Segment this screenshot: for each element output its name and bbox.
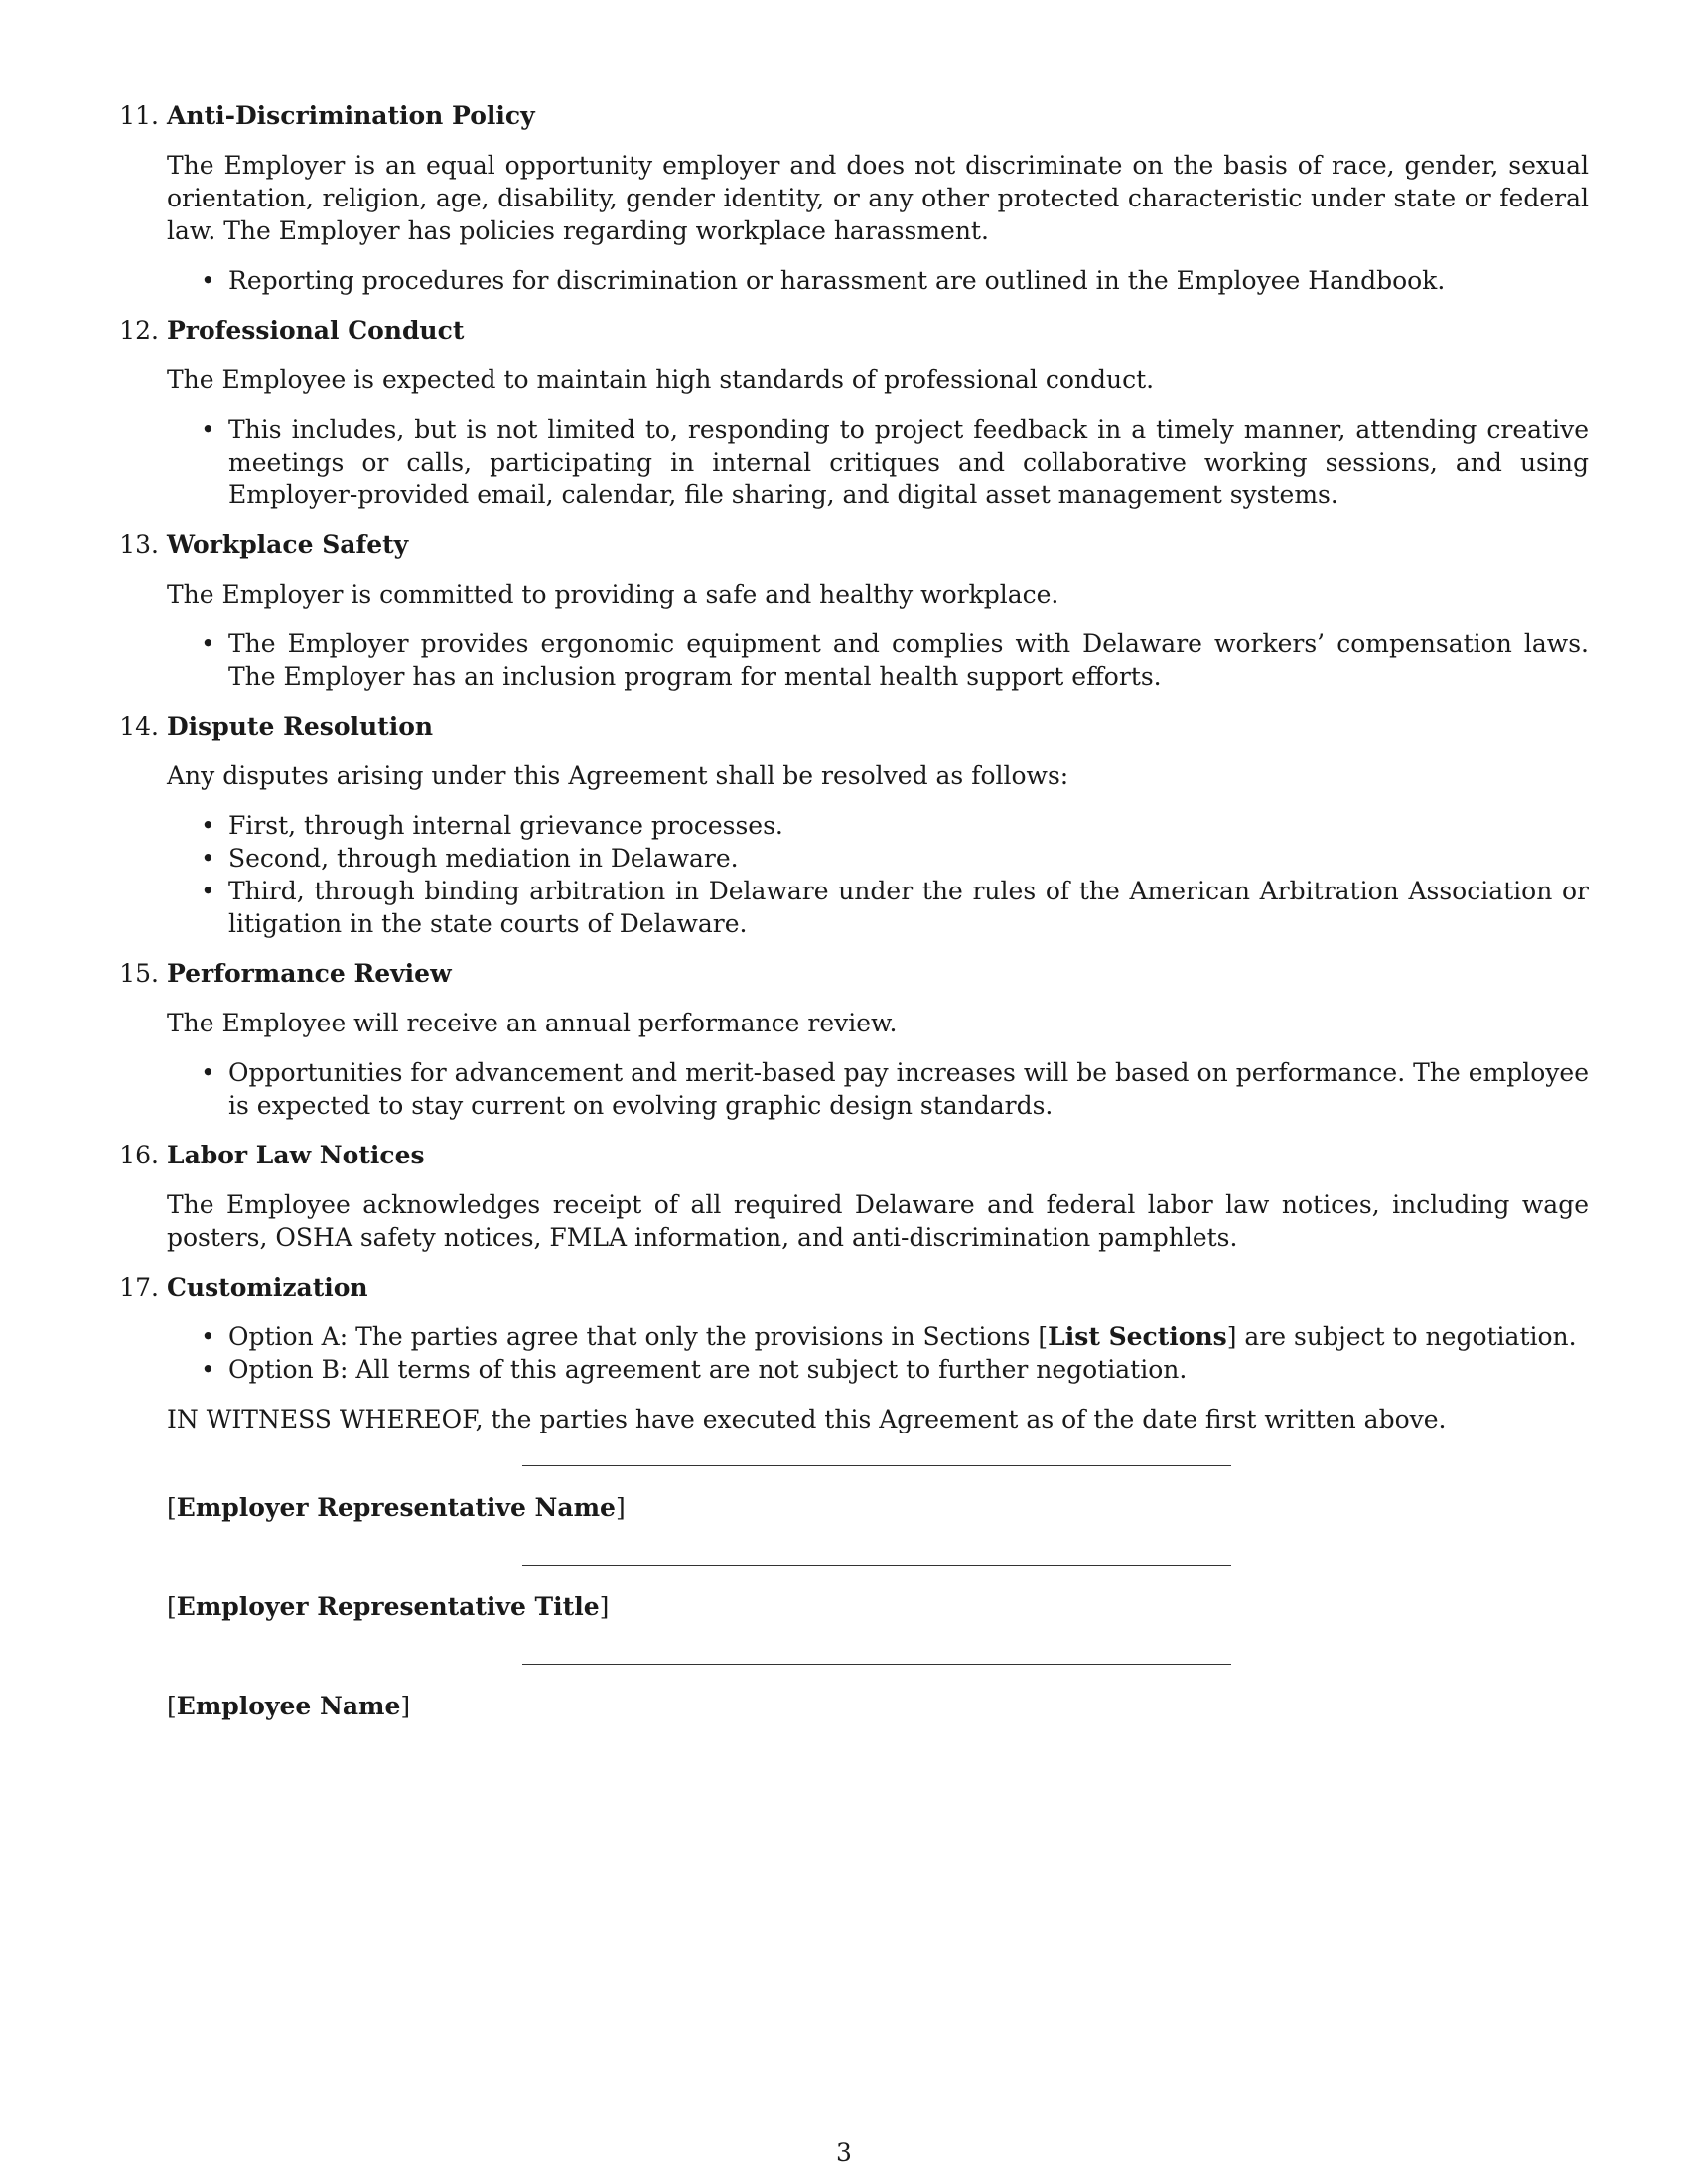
- section-number: 16.: [119, 1141, 159, 1169]
- section-number: 17.: [119, 1273, 159, 1301]
- document-body: [119, 99, 1589, 1733]
- section-number: 12.: [119, 316, 159, 344]
- section-heading: [119, 1139, 1589, 1171]
- section-paragraph: The Employer is an equal opportunity employer and does not discriminate on the basis of race, gender, sexual orientation, religion, age, disability, gender identity, or any other protected characteristic under state or federal law. The Employer has policies regarding workplace harassment.: [167, 151, 1589, 245]
- section-paragraph: The Employee will receive an annual performance review.: [167, 1009, 898, 1037]
- signature-label-text: Employer Representative Title: [176, 1592, 600, 1621]
- list-item-option-a: [228, 1320, 1589, 1353]
- section-15: [119, 957, 1589, 1122]
- signature-label: [Employer Representative Title]: [167, 1592, 610, 1621]
- section-heading: [119, 314, 1589, 346]
- signature-block-employee-name: [167, 1664, 1589, 1733]
- page-number: 3: [836, 2138, 852, 2167]
- section-paragraph: The Employee is expected to maintain high standards of professional conduct.: [167, 365, 1155, 394]
- section-12: [119, 314, 1589, 511]
- section-16: [119, 1139, 1589, 1254]
- signature-line: [522, 1664, 1231, 1665]
- section-number: 14.: [119, 712, 159, 741]
- section-17: [119, 1271, 1589, 1435]
- option-a-placeholder: List Sections: [1048, 1322, 1227, 1351]
- signature-line: [522, 1565, 1231, 1566]
- signature-block-employer-title: [167, 1565, 1589, 1634]
- section-heading: [119, 528, 1589, 561]
- list-item: • This includes, but is not limited to, responding to project feedback in a timely manner, attending creative meetings or calls, participating in internal critiques and collaborative working sessions, and using Employer-provided email, calendar, file sharing, and digital asset management systems.: [228, 413, 1589, 511]
- section-title: Dispute Resolution: [167, 712, 434, 741]
- section-11: [119, 99, 1589, 297]
- witness-clause: IN WITNESS WHEREOF, the parties have executed this Agreement as of the date first written above.: [167, 1405, 1447, 1433]
- option-a-suffix: ] are subject to negotiation.: [1226, 1322, 1577, 1351]
- bullet-list: [167, 1320, 1589, 1386]
- signature-label: [Employee Name]: [167, 1692, 411, 1720]
- section-title: Customization: [167, 1273, 368, 1301]
- list-item: • Second, through mediation in Delaware.: [228, 842, 1589, 875]
- section-title: Workplace Safety: [167, 530, 409, 559]
- option-a-prefix: Option A: The parties agree that only the provisions in Sections [: [228, 1322, 1049, 1351]
- list-item: • Third, through binding arbitration in Delaware under the rules of the American Arbitration Association or litigation in the state courts of Delaware.: [228, 875, 1589, 940]
- bullet-list: [167, 1056, 1589, 1122]
- list-item-option-b: • Option B: All terms of this agreement are not subject to further negotiation.: [228, 1353, 1589, 1386]
- section-heading: [119, 1271, 1589, 1303]
- section-number: 13.: [119, 530, 159, 559]
- list-item: • First, through internal grievance processes.: [228, 809, 1589, 842]
- section-title: Performance Review: [167, 959, 452, 988]
- signature-label-text: Employee Name: [176, 1692, 401, 1720]
- section-paragraph: The Employer is committed to providing a safe and healthy workplace.: [167, 580, 1059, 609]
- section-title: Anti-Discrimination Policy: [167, 101, 535, 130]
- section-paragraph: The Employee acknowledges receipt of all required Delaware and federal labor law notices, including wage posters, OSHA safety notices, FMLA information, and anti-discrimination pamphlets.: [167, 1190, 1589, 1252]
- signature-label: [Employer Representative Name]: [167, 1493, 626, 1522]
- signature-label-text: Employer Representative Name: [176, 1493, 616, 1522]
- section-title: Labor Law Notices: [167, 1141, 425, 1169]
- list-item: • Reporting procedures for discrimination or harassment are outlined in the Employee Handbook.: [228, 264, 1589, 297]
- bullet-list: [167, 264, 1589, 297]
- signature-block-employer-name: [167, 1465, 1589, 1535]
- section-heading: [119, 710, 1589, 743]
- list-item: • Opportunities for advancement and merit-based pay increases will be based on performance. The employee is expected to stay current on evolving graphic design standards.: [228, 1056, 1589, 1122]
- bullet-list: [167, 809, 1589, 940]
- section-number: 11.: [119, 101, 159, 130]
- section-paragraph: Any disputes arising under this Agreement shall be resolved as follows:: [167, 761, 1069, 790]
- list-item: • The Employer provides ergonomic equipment and complies with Delaware workers’ compensation laws. The Employer has an inclusion program for mental health support efforts.: [228, 627, 1589, 693]
- section-heading: [119, 957, 1589, 990]
- section-number: 15.: [119, 959, 159, 988]
- section-title: Professional Conduct: [167, 316, 465, 344]
- bullet-list: [167, 413, 1589, 511]
- bullet-list: [167, 627, 1589, 693]
- section-heading: [119, 99, 1589, 132]
- section-13: [119, 528, 1589, 693]
- signature-line: [522, 1465, 1231, 1466]
- section-14: [119, 710, 1589, 940]
